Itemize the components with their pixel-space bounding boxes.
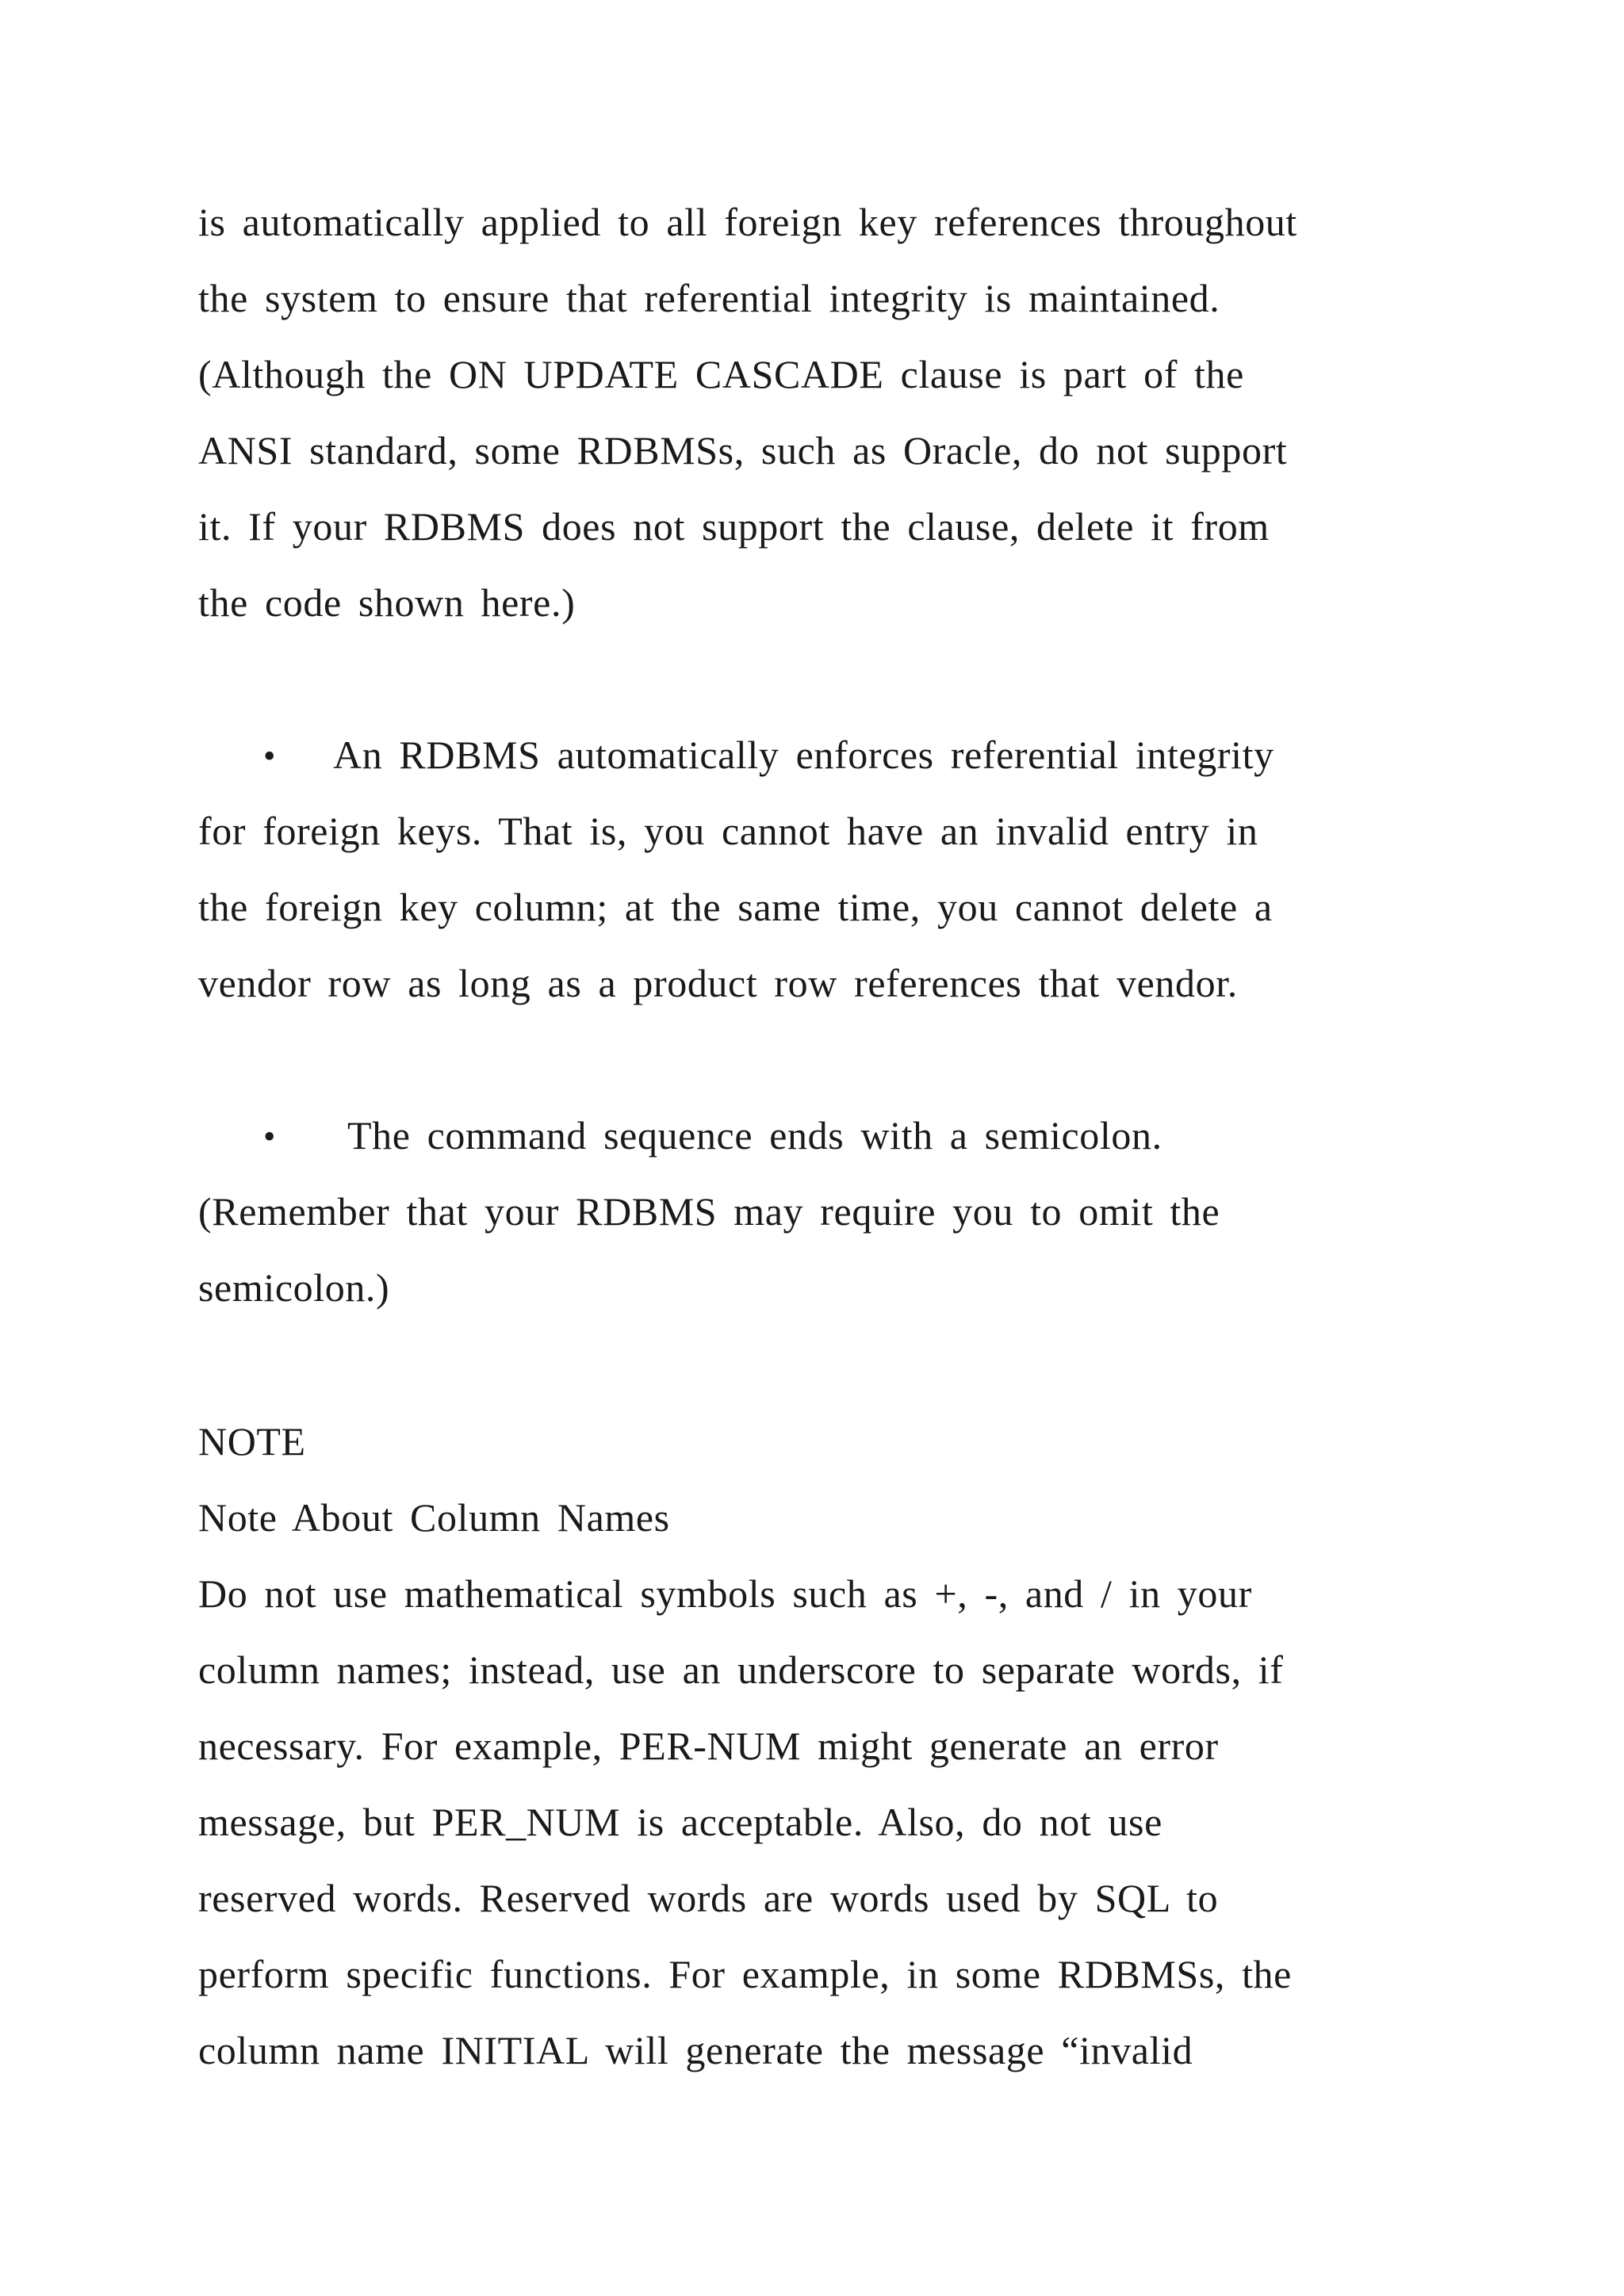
- text-line: The command sequence ends with a semicolon.: [347, 1113, 1162, 1158]
- text-line: column names; instead, use an underscore to separate words, if: [198, 1647, 1284, 1692]
- text-line: is automatically applied to all foreign key references throughout: [198, 200, 1297, 244]
- note-label: NOTE: [198, 1419, 306, 1464]
- text-line: semicolon.): [198, 1265, 390, 1310]
- text-line: reserved words. Reserved words are words used by SQL to: [198, 1876, 1219, 1920]
- text-line: vendor row as long as a product row references that vendor.: [198, 961, 1238, 1005]
- text-line: (Remember that your RDBMS may require you to omit the: [198, 1189, 1220, 1234]
- text-line: Do not use mathematical symbols such as +, -, and / in your: [198, 1571, 1252, 1616]
- bullet-icon: •: [263, 1117, 276, 1156]
- text-line: perform specific functions. For example, in some RDBMSs, the: [198, 1952, 1292, 1996]
- note-title: Note About Column Names: [198, 1495, 670, 1540]
- text-line: for foreign keys. That is, you cannot have an invalid entry in: [198, 809, 1258, 853]
- text-line: necessary. For example, PER-NUM might generate an error: [198, 1724, 1219, 1768]
- bullet-icon: •: [263, 737, 276, 775]
- text-line: the foreign key column; at the same time, you cannot delete a: [198, 885, 1273, 929]
- document-page: [198, 0, 1515, 2296]
- text-line: message, but PER_NUM is acceptable. Also, do not use: [198, 1800, 1162, 1844]
- text-line: ANSI standard, some RDBMSs, such as Oracle, do not support: [198, 428, 1288, 473]
- text-line: it. If your RDBMS does not support the clause, delete it from: [198, 504, 1270, 549]
- text-line: the code shown here.): [198, 580, 576, 625]
- text-line: An RDBMS automatically enforces referential integrity: [333, 733, 1274, 777]
- text-line: (Although the ON UPDATE CASCADE clause is part of the: [198, 352, 1244, 396]
- text-line: column name INITIAL will generate the message “invalid: [198, 2028, 1193, 2072]
- text-line: the system to ensure that referential integrity is maintained.: [198, 276, 1220, 320]
